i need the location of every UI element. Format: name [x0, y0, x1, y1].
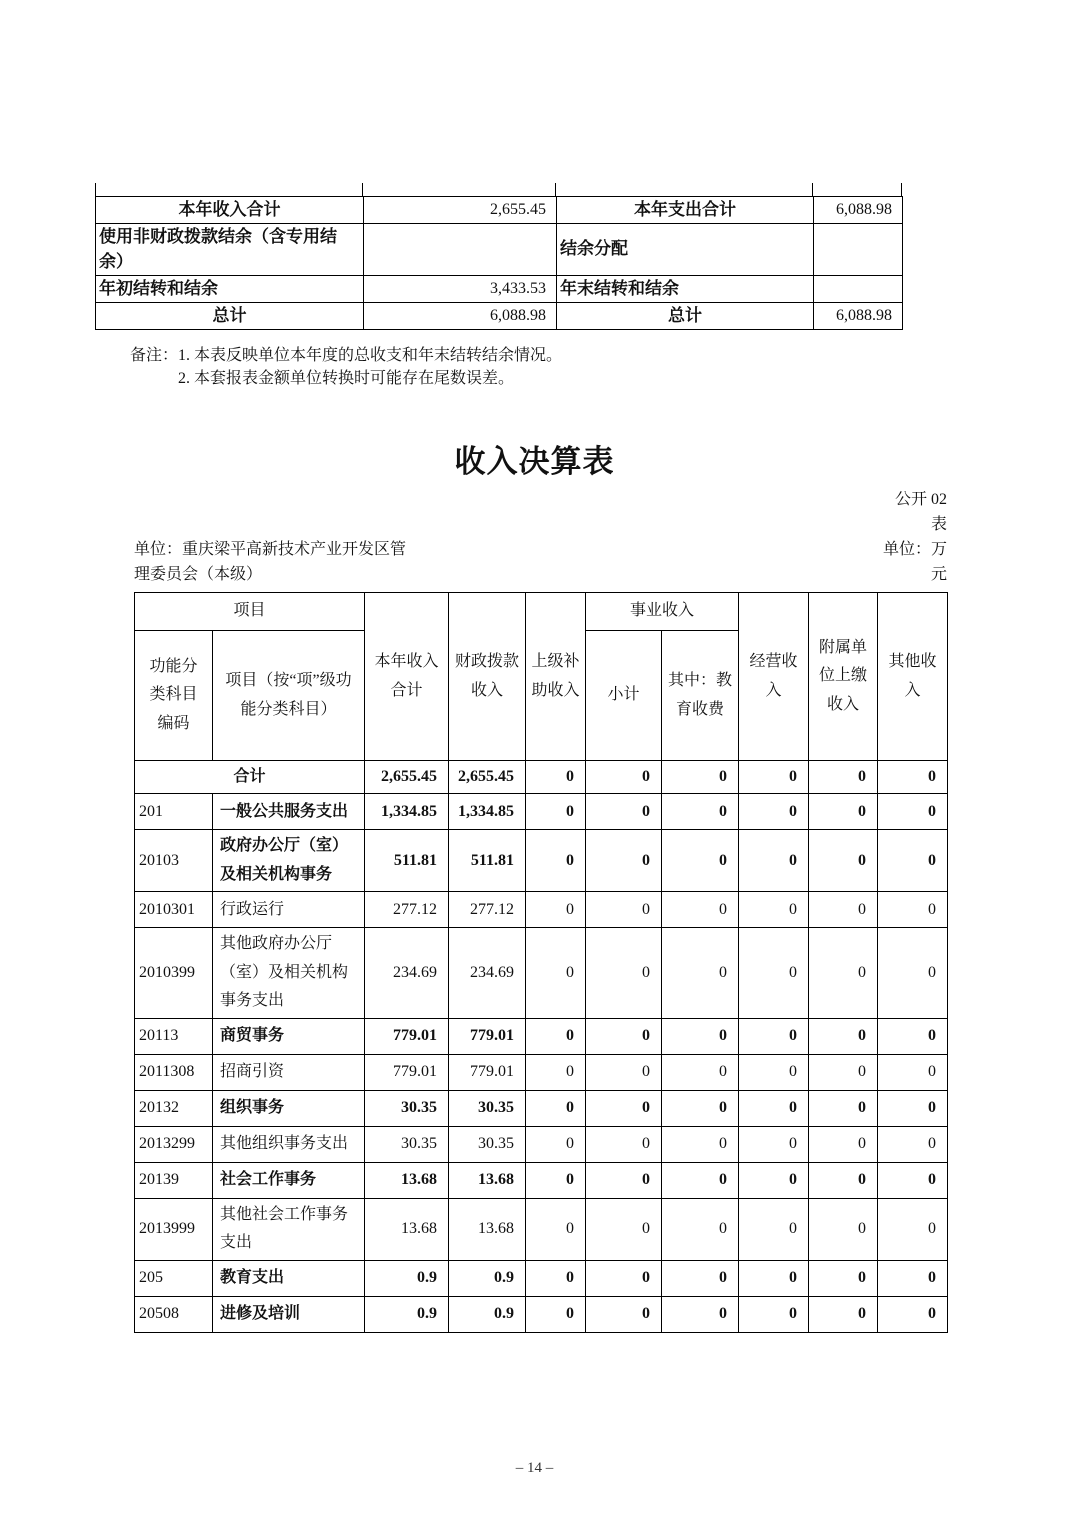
header-cell: 项目 — [135, 593, 365, 631]
value-cell: 0 — [809, 761, 878, 794]
code-cell: 20132 — [135, 1090, 213, 1126]
value-cell: 0 — [809, 1018, 878, 1054]
value-cell: 1,334.85 — [365, 794, 449, 830]
remarks-label: 备注： — [130, 347, 179, 364]
name-cell: 行政运行 — [213, 892, 365, 928]
summary-row — [96, 276, 903, 303]
summary-label-cell: 总计 — [557, 303, 814, 330]
name-cell: 进修及培训 — [213, 1296, 365, 1332]
code-cell: 2011308 — [135, 1054, 213, 1090]
value-cell: 0 — [739, 1296, 809, 1332]
value-cell: 0 — [526, 1260, 586, 1296]
code-cell: 2013999 — [135, 1198, 213, 1260]
value-cell: 0 — [809, 794, 878, 830]
header-cell: 本年收入合计 — [365, 593, 449, 761]
code-cell: 2010301 — [135, 892, 213, 928]
income-table-header — [135, 593, 948, 761]
summary-row — [96, 197, 903, 224]
summary-label-cell: 使用非财政拨款结余（含专用结余） — [96, 224, 364, 276]
table-row — [135, 1296, 948, 1332]
table-continuation-stub — [95, 183, 96, 196]
value-cell: 0 — [662, 1260, 739, 1296]
table-row — [135, 1162, 948, 1198]
value-cell: 0 — [526, 1018, 586, 1054]
summary-table — [95, 196, 903, 330]
value-cell: 0 — [526, 1090, 586, 1126]
value-cell: 0 — [809, 928, 878, 1018]
value-cell: 0 — [739, 892, 809, 928]
remarks-line — [130, 344, 562, 367]
value-cell: 30.35 — [449, 1090, 526, 1126]
value-cell: 0 — [526, 1162, 586, 1198]
value-cell: 0 — [878, 928, 948, 1018]
table-continuation-stub — [362, 183, 363, 196]
unit-currency-line: 元 — [930, 565, 947, 583]
summary-value-cell: 2,655.45 — [364, 197, 557, 224]
value-cell: 0 — [878, 1018, 948, 1054]
value-cell: 0 — [662, 1198, 739, 1260]
table-row — [135, 761, 948, 794]
value-cell: 0 — [526, 830, 586, 892]
value-cell: 0 — [878, 1054, 948, 1090]
value-cell: 0 — [878, 892, 948, 928]
table-continuation-stub — [812, 183, 813, 196]
remarks-line: 2. 本套报表金额单位转换时可能存在尾数误差。 — [178, 370, 515, 388]
value-cell: 30.35 — [365, 1090, 449, 1126]
value-cell: 0 — [739, 928, 809, 1018]
value-cell: 0 — [526, 1198, 586, 1260]
table-row — [135, 1090, 948, 1126]
value-cell: 0.9 — [449, 1260, 526, 1296]
value-cell: 0 — [739, 761, 809, 794]
value-cell: 13.68 — [365, 1162, 449, 1198]
value-cell: 0 — [878, 1198, 948, 1260]
header-cell: 经营收入 — [739, 593, 809, 761]
value-cell: 0 — [662, 892, 739, 928]
value-cell: 0 — [662, 1296, 739, 1332]
value-cell: 0 — [809, 1296, 878, 1332]
table-row — [135, 794, 948, 830]
table-row — [135, 928, 948, 1018]
value-cell: 0 — [739, 1090, 809, 1126]
income-header-row — [135, 593, 948, 631]
code-cell: 20103 — [135, 830, 213, 892]
code-cell: 2013299 — [135, 1126, 213, 1162]
summary-value-cell — [814, 276, 903, 303]
code-cell: 20139 — [135, 1162, 213, 1198]
code-cell: 20113 — [135, 1018, 213, 1054]
summary-value-cell — [814, 224, 903, 276]
income-table — [134, 592, 948, 1333]
page-number: – 14 – — [515, 1460, 554, 1476]
table-continuation-stub — [555, 183, 556, 196]
value-cell: 0 — [586, 1162, 662, 1198]
value-cell: 0 — [739, 830, 809, 892]
header-cell: 上级补助收入 — [526, 593, 586, 761]
value-cell: 13.68 — [365, 1198, 449, 1260]
value-cell: 0 — [526, 761, 586, 794]
value-cell: 0 — [586, 1018, 662, 1054]
value-cell: 779.01 — [365, 1054, 449, 1090]
remarks-text: 1. 本表反映单位本年度的总收支和年末结转结余情况。 — [178, 347, 563, 364]
value-cell: 30.35 — [449, 1126, 526, 1162]
value-cell: 0 — [809, 1260, 878, 1296]
value-cell: 0 — [586, 1296, 662, 1332]
unit-currency — [883, 538, 947, 588]
value-cell: 0 — [526, 1054, 586, 1090]
value-cell: 0 — [739, 794, 809, 830]
summary-row — [96, 224, 903, 276]
income-table-body — [135, 761, 948, 1333]
value-cell: 0.9 — [365, 1296, 449, 1332]
name-cell: 政府办公厅（室）及相关机构事务 — [213, 830, 365, 892]
value-cell: 0 — [586, 1126, 662, 1162]
name-cell: 教育支出 — [213, 1260, 365, 1296]
name-cell: 其他社会工作事务支出 — [213, 1198, 365, 1260]
code-cell: 20508 — [135, 1296, 213, 1332]
value-cell: 2,655.45 — [365, 761, 449, 794]
value-cell: 779.01 — [365, 1018, 449, 1054]
value-cell: 0 — [809, 1054, 878, 1090]
name-cell: 合计 — [135, 761, 365, 794]
value-cell: 0 — [809, 1198, 878, 1260]
table-row — [135, 1198, 948, 1260]
doc-code-line: 公开 02 — [894, 491, 947, 508]
value-cell: 0 — [662, 1054, 739, 1090]
summary-row — [96, 303, 903, 330]
name-cell: 其他政府办公厅（室）及相关机构事务支出 — [213, 928, 365, 1018]
unit-row — [134, 538, 947, 588]
value-cell: 0 — [586, 761, 662, 794]
value-cell: 0 — [662, 761, 739, 794]
value-cell: 0 — [878, 794, 948, 830]
value-cell: 0 — [586, 1198, 662, 1260]
value-cell: 0 — [662, 928, 739, 1018]
value-cell: 779.01 — [449, 1054, 526, 1090]
value-cell: 0 — [878, 1090, 948, 1126]
header-cell: 事业收入 — [586, 593, 739, 631]
value-cell: 0 — [662, 1162, 739, 1198]
value-cell: 0 — [586, 1090, 662, 1126]
value-cell: 0 — [809, 1162, 878, 1198]
table-row — [135, 1260, 948, 1296]
value-cell: 13.68 — [449, 1162, 526, 1198]
value-cell: 0 — [739, 1018, 809, 1054]
value-cell: 0 — [809, 830, 878, 892]
value-cell: 0 — [586, 794, 662, 830]
name-cell: 一般公共服务支出 — [213, 794, 365, 830]
value-cell: 0 — [586, 928, 662, 1018]
summary-label-cell: 本年收入合计 — [96, 197, 364, 224]
value-cell: 277.12 — [449, 892, 526, 928]
doc-code-line: 表 — [930, 515, 947, 533]
table-row — [135, 830, 948, 892]
value-cell: 0 — [739, 1162, 809, 1198]
value-cell: 0 — [809, 892, 878, 928]
header-cell: 项目（按“项”级功能分类科目） — [213, 631, 365, 761]
value-cell: 0 — [662, 830, 739, 892]
summary-value-cell: 6,088.98 — [364, 303, 557, 330]
name-cell: 商贸事务 — [213, 1018, 365, 1054]
value-cell: 0 — [662, 1018, 739, 1054]
value-cell: 0 — [739, 1260, 809, 1296]
value-cell: 0 — [809, 1126, 878, 1162]
value-cell: 0 — [526, 892, 586, 928]
header-cell: 附属单位上缴收入 — [809, 593, 878, 761]
value-cell: 13.68 — [449, 1198, 526, 1260]
value-cell: 0.9 — [449, 1296, 526, 1332]
value-cell: 511.81 — [449, 830, 526, 892]
value-cell: 1,334.85 — [449, 794, 526, 830]
value-cell: 0 — [662, 1126, 739, 1162]
value-cell: 0 — [586, 1054, 662, 1090]
value-cell: 0 — [878, 1296, 948, 1332]
value-cell: 0 — [662, 794, 739, 830]
table-continuation-stub — [901, 183, 902, 196]
name-cell: 社会工作事务 — [213, 1162, 365, 1198]
value-cell: 234.69 — [365, 928, 449, 1018]
unit-name-line: 单位：重庆梁平高新技术产业开发区管 — [134, 541, 407, 558]
code-cell: 2010399 — [135, 928, 213, 1018]
value-cell: 0.9 — [365, 1260, 449, 1296]
summary-value-cell: 6,088.98 — [814, 303, 903, 330]
header-cell: 财政拨款收入 — [449, 593, 526, 761]
value-cell: 0 — [526, 1296, 586, 1332]
code-cell: 201 — [135, 794, 213, 830]
value-cell: 0 — [878, 1260, 948, 1296]
summary-label-cell: 年末结转和结余 — [557, 276, 814, 303]
value-cell: 0 — [739, 1126, 809, 1162]
value-cell: 0 — [526, 928, 586, 1018]
summary-table-body — [96, 197, 903, 330]
code-cell: 205 — [135, 1260, 213, 1296]
value-cell: 0 — [586, 830, 662, 892]
table-row — [135, 892, 948, 928]
value-cell: 0 — [739, 1198, 809, 1260]
doc-code — [134, 488, 947, 538]
summary-label-cell: 本年支出合计 — [557, 197, 814, 224]
value-cell: 234.69 — [449, 928, 526, 1018]
remarks — [130, 344, 562, 390]
unit-name-line: 理委员会（本级） — [134, 565, 263, 583]
value-cell: 0 — [878, 830, 948, 892]
value-cell: 0 — [739, 1054, 809, 1090]
summary-label-cell: 年初结转和结余 — [96, 276, 364, 303]
value-cell: 0 — [526, 794, 586, 830]
value-cell: 0 — [586, 892, 662, 928]
unit-name — [134, 538, 406, 588]
name-cell: 招商引资 — [213, 1054, 365, 1090]
summary-value-cell — [364, 224, 557, 276]
unit-currency-line: 单位：万 — [882, 541, 947, 558]
summary-label-cell: 结余分配 — [557, 224, 814, 276]
value-cell: 0 — [662, 1090, 739, 1126]
value-cell: 0 — [809, 1090, 878, 1126]
summary-value-cell: 6,088.98 — [814, 197, 903, 224]
header-cell: 其他收入 — [878, 593, 948, 761]
name-cell: 其他组织事务支出 — [213, 1126, 365, 1162]
value-cell: 0 — [878, 1162, 948, 1198]
header-cell: 其中：教育收费 — [662, 631, 739, 761]
header-cell: 小计 — [586, 631, 662, 761]
table-row — [135, 1018, 948, 1054]
name-cell: 组织事务 — [213, 1090, 365, 1126]
value-cell: 511.81 — [365, 830, 449, 892]
summary-label-cell: 总计 — [96, 303, 364, 330]
value-cell: 30.35 — [365, 1126, 449, 1162]
value-cell: 0 — [586, 1260, 662, 1296]
value-cell: 2,655.45 — [449, 761, 526, 794]
page-title: 收入决算表 — [454, 444, 615, 479]
value-cell: 277.12 — [365, 892, 449, 928]
header-cell: 功能分类科目编码 — [135, 631, 213, 761]
value-cell: 0 — [878, 761, 948, 794]
value-cell: 779.01 — [449, 1018, 526, 1054]
summary-value-cell: 3,433.53 — [364, 276, 557, 303]
table-row — [135, 1126, 948, 1162]
value-cell: 0 — [878, 1126, 948, 1162]
table-row — [135, 1054, 948, 1090]
value-cell: 0 — [526, 1126, 586, 1162]
